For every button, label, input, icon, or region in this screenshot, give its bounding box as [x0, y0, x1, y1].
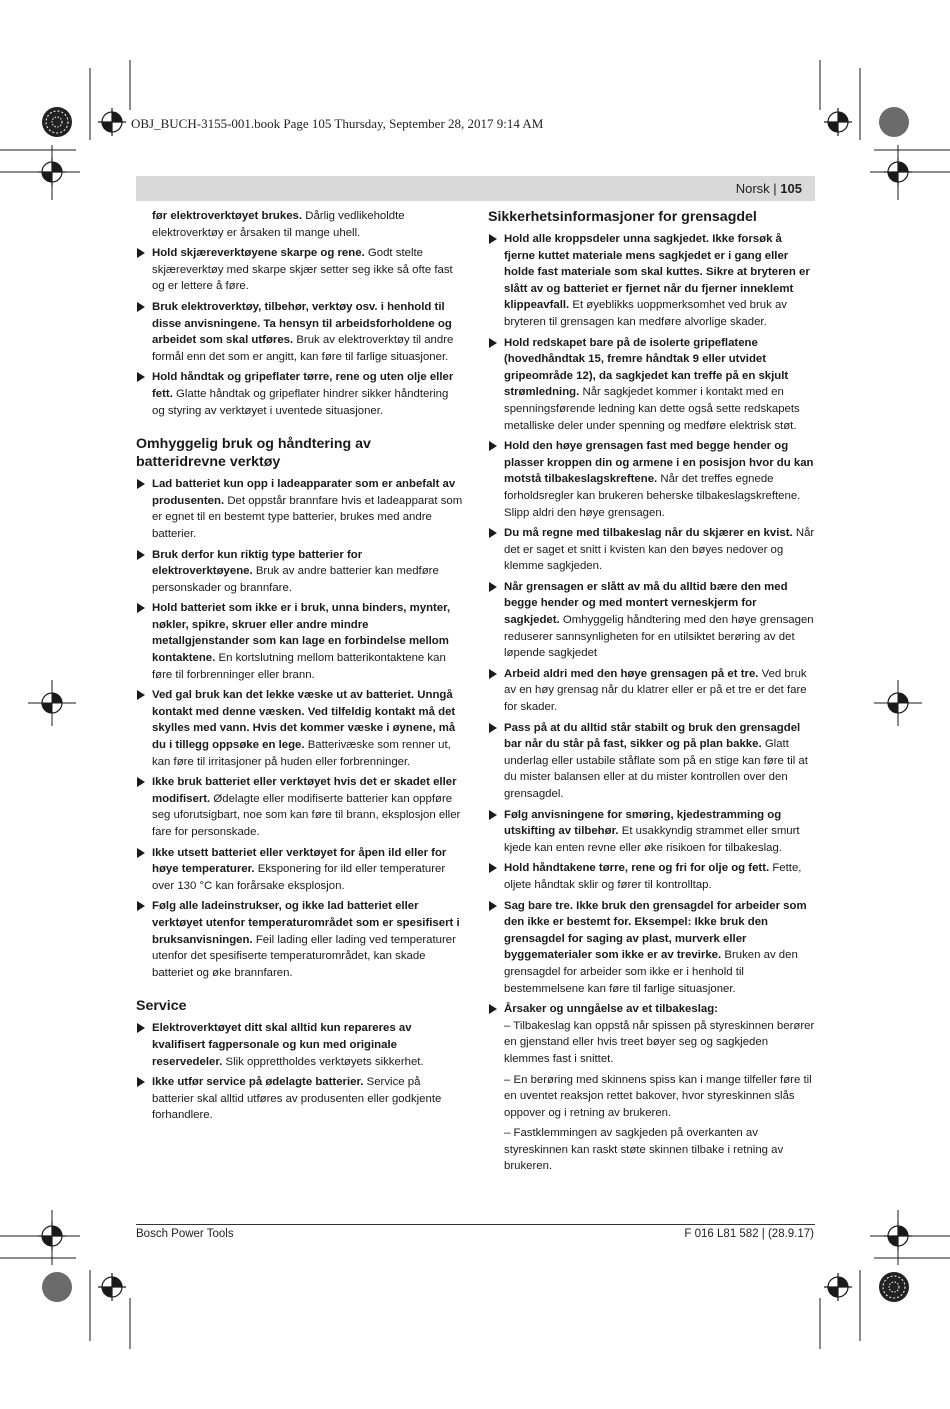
- page-header-band: [136, 176, 815, 201]
- footer-brand: Bosch Power Tools: [136, 1228, 234, 1240]
- kickback-line: – En berøring med skinnens spiss kan i mange tilfeller føre til en uventet reaksjon rettet bakover, hvor styreskinnen slås oppover og i retning av brukeren.: [504, 1073, 812, 1119]
- footer-rule: [136, 1224, 815, 1225]
- list-item: Følg alle ladeinstrukser, og ikke lad batteriet eller verktøyet utenfor temperaturområdet som er spesifisert i bruksanvisningen. Feil lading eller lading ved temperaturer utenfor det spesifiserte temperaturområdet, kan skade batteriet og øke brannfaren.: [136, 898, 463, 981]
- triangle-bullet-icon: [489, 863, 497, 873]
- list-item: Sag bare tre. Ikke bruk den grensagdel for arbeider som den ikke er bestemt for. Eksempel: Ikke bruk den grensagdel for saging av plast, murverk eller byggematerialer som ikke er av trevirke. Bruken av den grensagdel for arbeider som ikke er i henhold til bestemmelsene kan føre til farlige situasjoner.: [488, 898, 815, 998]
- section-heading-pole-saw: Sikkerhetsinformasjoner for grensagdel: [488, 209, 757, 225]
- list-item: Hold redskapet bare på de isolerte gripeflatene (hovedhåndtak 15, fremre håndtak 9 eller utvidet gripeområde 12), da sagkjedet kan treffe på en skjult strømledning. Når sagkjedet kommer i kontakt med en spenningsførende ledning kan dette også sette redskapets metalliske deler under spenning og medføre elektrisk støt.: [488, 335, 815, 435]
- triangle-bullet-icon: [489, 528, 497, 538]
- section-heading-service: Service: [136, 998, 187, 1015]
- footer-doc-number: F 016 L81 582 | (28.9.17): [684, 1228, 814, 1240]
- left-column: [136, 208, 463, 1128]
- list-item: Du må regne med tilbakeslag når du skjærer en kvist. Når det er saget et snitt i kvisten kan den bøyes nedover og klemme sagkjeden.: [488, 525, 815, 575]
- list-item: Hold skjæreverktøyene skarpe og rene. Godt stelte skjæreverktøy med skarpe skjær setter seg ikke så ofte fast og er lettere å føre.: [136, 245, 463, 295]
- list-item: Følg anvisningene for smøring, kjedestramming og utskifting av tilbehør. Et usakkyndig strammet eller smurt kjede kan enten revne eller øke risikoen for tilbakeslag.: [488, 807, 815, 857]
- triangle-bullet-icon: [137, 550, 145, 560]
- triangle-bullet-icon: [137, 1023, 145, 1033]
- page-header: Norsk | 105: [735, 181, 802, 196]
- list-item-kickback: Årsaker og unngåelse av et tilbakeslag: – Tilbakeslag kan oppstå når spissen på styreskinnen berører en gjenstand eller hvis treet bøyer seg og sagkjeden klemmes fast i snittet. – En berøring med skinnens spiss kan i mange tilfeller føre til en uventet reaksjon rettet bakover, hvor styreskinnen slås oppover og i retning av brukeren. – Fastklemmingen av sagkjeden på overkanten av styreskinnen kan raskt støte skinnen tilbake i retning av brukeren.: [488, 1001, 815, 1175]
- list-item: Pass på at du alltid står stabilt og bruk den grensagdel bar når du står på fast, sikker og på plan bakke. Glatt underlag eller ustabile ståflate som på en stige kan føre til at du mister balansen eller at du mister kontrollen over den grensagdel.: [488, 720, 815, 803]
- triangle-bullet-icon: [489, 669, 497, 679]
- triangle-bullet-icon: [137, 901, 145, 911]
- header-language: Norsk: [735, 181, 770, 196]
- list-item: Hold batteriet som ikke er i bruk, unna binders, mynter, nøkler, spikre, skruer eller andre mindre metallgjenstander som kan lage en forbindelse mellom kontaktene. En kortslutning mellom batterikontaktene kan føre til forbrenninger eller brann.: [136, 600, 463, 683]
- triangle-bullet-icon: [489, 338, 497, 348]
- triangle-bullet-icon: [137, 479, 145, 489]
- triangle-bullet-icon: [137, 1077, 145, 1087]
- triangle-bullet-icon: [489, 441, 497, 451]
- list-item: Ikke utfør service på ødelagte batterier. Service på batterier skal alltid utføres av produsenten eller godkjente forhandlere.: [136, 1074, 463, 1124]
- list-item: Når grensagen er slått av må du alltid bære den med begge hender og med montert verneskjerm for sagkjedet. Omhyggelig håndtering med den høye grensagen reduserer sannsynligheten for en utilsiktet berøring av det løpende sagkjedet: [488, 579, 815, 662]
- list-item: Hold alle kroppsdeler unna sagkjedet. Ikke forsøk å fjerne kuttet materiale mens sagkjedet er i gang eller holde fast materiale som skal kuttes. Sikre at bryteren er slått av og batteriet er fjernet når du fjerner inneklemt klippeavfall. Et øyeblikks uoppmerksomhet ved bruk av bryteren til grensagen kan medføre alvorlige skader.: [488, 231, 815, 331]
- kickback-line: – Fastklemmingen av sagkjeden på overkanten av styreskinnen kan raskt støte skinnen tilbake i retning av brukeren.: [504, 1127, 784, 1173]
- triangle-bullet-icon: [489, 723, 497, 733]
- triangle-bullet-icon: [489, 810, 497, 820]
- list-item: Hold håndtakene tørre, rene og fri for olje og fett. Fette, oljete håndtak sklir og fører til kontrolltap.: [488, 860, 815, 893]
- list-item: Arbeid aldri med den høye grensagen på et tre. Ved bruk av en høy grensag når du klatrer eller er på et tre er det fare for skader.: [488, 666, 815, 716]
- triangle-bullet-icon: [489, 234, 497, 244]
- right-column: [488, 208, 815, 1179]
- triangle-bullet-icon: [137, 372, 145, 382]
- list-item: Elektroverktøyet ditt skal alltid kun repareres av kvalifisert fagpersonale og kun med originale reservedeler. Slik opprettholdes verktøyets sikkerhet.: [136, 1020, 463, 1070]
- list-item: Ved gal bruk kan det lekke væske ut av batteriet. Unngå kontakt med denne væsken. Ved tilfeldig kontakt må det skylles med vann. Hvis det kommer væske i øynene, må du i tillegg oppsøke en lege. Batterivæske som renner ut, kan føre til irritasjoner på huden eller forbrenninger.: [136, 687, 463, 770]
- triangle-bullet-icon: [489, 901, 497, 911]
- list-item: Hold den høye grensagen fast med begge hender og plasser kroppen din og armene i en posisjon hvor du kan motstå tilbakeslagskreftene. Når det treffes egnede forholdsregler kan brukeren beherske tilbakeslagskreftene. Slipp aldri den høye grensagen.: [488, 438, 815, 521]
- list-item: Ikke utsett batteriet eller verktøyet for åpen ild eller for høye temperaturer. Eksponering for ild eller temperaturer over 130 °C kan forårsake eksplosjon.: [136, 845, 463, 895]
- triangle-bullet-icon: [137, 248, 145, 258]
- triangle-bullet-icon: [489, 582, 497, 592]
- list-item: Hold håndtak og gripeflater tørre, rene og uten olje eller fett. Glatte håndtak og gripeflater hindrer sikker håndtering og styring av verktøyet i uventede situasjoner.: [136, 369, 463, 419]
- triangle-bullet-icon: [137, 603, 145, 613]
- list-item: Lad batteriet kun opp i ladeapparater som er anbefalt av produsenten. Det oppstår brannfare hvis et ladeapparat som er egnet til en bestemt type batterier, brukes med andre batterier.: [136, 476, 463, 542]
- triangle-bullet-icon: [137, 690, 145, 700]
- triangle-bullet-icon: [137, 848, 145, 858]
- triangle-bullet-icon: [137, 302, 145, 312]
- print-info-line: OBJ_BUCH-3155-001.book Page 105 Thursday, September 28, 2017 9:14 AM: [131, 116, 544, 131]
- triangle-bullet-icon: [137, 777, 145, 787]
- list-item: Ikke bruk batteriet eller verktøyet hvis det er skadet eller modifisert. Ødelagte eller modifiserte batterier kan oppføre seg uforutsigbart, noe som kan føre til brann, eksplosjon eller fare for personskade.: [136, 774, 463, 840]
- section-heading-battery: Omhyggelig bruk og håndtering av batteridrevne verktøy: [136, 436, 371, 471]
- triangle-bullet-icon: [489, 1004, 497, 1014]
- list-item: Bruk derfor kun riktig type batterier for elektroverktøyene. Bruk av andre batterier kan medføre personskader og brannfare.: [136, 547, 463, 597]
- continued-paragraph: før elektroverktøyet brukes. Dårlig vedlikeholdte elektroverktøy er årsaken til mange uhell.: [152, 210, 405, 239]
- page-number: 105: [780, 181, 802, 196]
- kickback-line: – Tilbakeslag kan oppstå når spissen på styreskinnen berører en gjenstand eller hvis treet bøyer seg og sagkjeden klemmes fast i snittet.: [504, 1019, 815, 1065]
- list-item: Bruk elektroverktøy, tilbehør, verktøy osv. i henhold til disse anvisningene. Ta hensyn til arbeidsforholdene og arbeidet som skal utføres. Bruk av elektroverktøy til andre formål enn det som er angitt, kan føre til farlige situasjoner.: [136, 299, 463, 365]
